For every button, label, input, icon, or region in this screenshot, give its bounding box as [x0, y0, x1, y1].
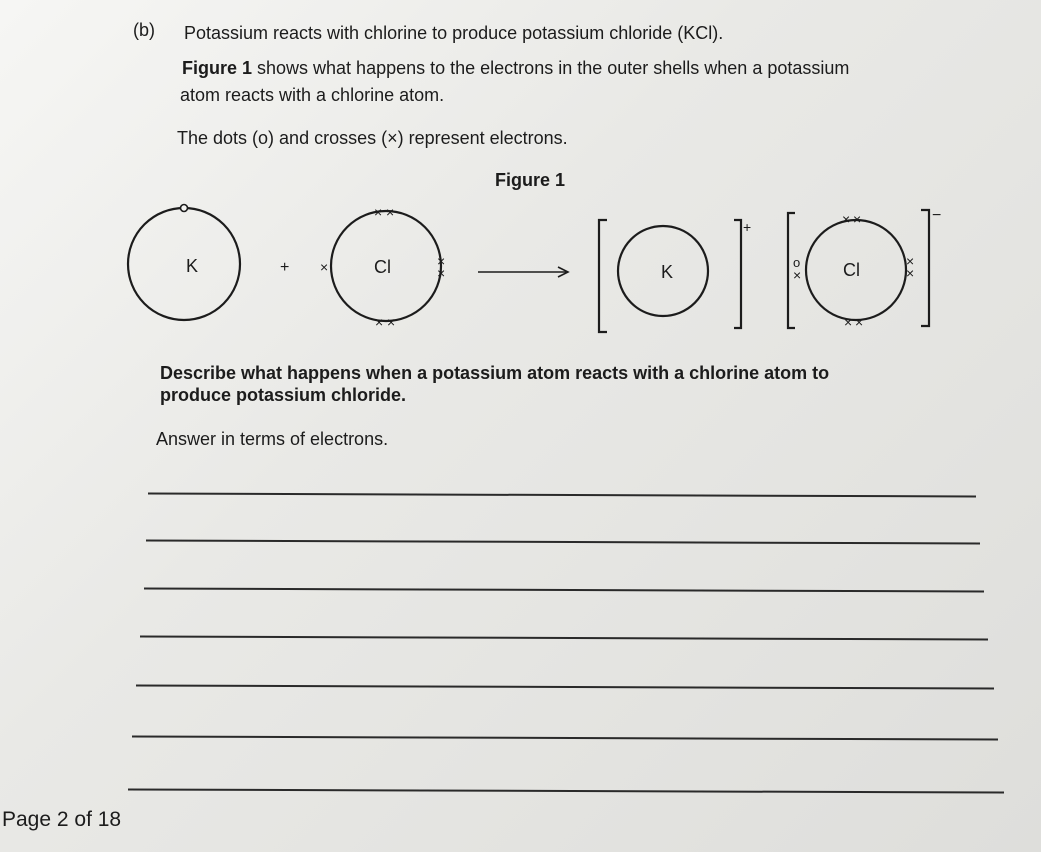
figure-description-line-2: atom reacts with a chlorine atom.: [180, 85, 445, 105]
cl-ion-bracket-right: [921, 210, 929, 326]
cl-electron-cross-right-1: ×: [437, 253, 446, 269]
cl-electron-cross-top-2: ×: [386, 204, 395, 220]
cl-electron-cross-right-2: ×: [437, 265, 446, 281]
figure-desc-rest: shows what happens to the electrons in the outer shells when a potassium: [252, 58, 850, 78]
answer-line[interactable]: [136, 685, 994, 690]
cl-ion-cross-bottom-2: ×: [855, 314, 864, 330]
cl-electron-cross-top-1: ×: [374, 204, 383, 220]
cl-atom-label: Cl: [374, 257, 391, 277]
cl-electron-cross-bottom-2: ×: [387, 314, 396, 330]
cl-ion-label: Cl: [843, 260, 860, 280]
answer-line[interactable]: [132, 735, 998, 740]
k-ion-label: K: [661, 262, 674, 282]
answer-line[interactable]: [144, 588, 984, 593]
question-prompt-line-1: Describe what happens when a potassium atom reacts with a chlorine atom to: [160, 363, 830, 383]
question-prompt-line-2: produce potassium chloride.: [160, 385, 407, 405]
cl-ion-cross-right-1: ×: [906, 253, 915, 269]
k-outer-electron-dot: [181, 205, 188, 212]
k-ion-bracket-right: [734, 220, 741, 328]
page-number: Page 2 of 18: [2, 808, 122, 831]
cl-ion-cross-bottom-1: ×: [844, 314, 853, 330]
answer-line[interactable]: [148, 493, 976, 498]
answer-instruction: Answer in terms of electrons.: [156, 429, 389, 449]
figure-ref: Figure 1: [182, 58, 253, 78]
cl-ion-charge: −: [932, 207, 942, 224]
k-atom-label: K: [186, 256, 199, 276]
figure-title: Figure 1: [495, 170, 566, 190]
electrons-note: The dots (o) and crosses (×) represent electrons.: [177, 128, 568, 148]
cl-ion-cross-top-1: ×: [842, 211, 851, 227]
answer-line[interactable]: [128, 788, 1004, 793]
cl-electron-cross-bottom-1: ×: [375, 314, 384, 330]
k-ion-charge: +: [743, 219, 752, 235]
plus-sign: +: [280, 259, 290, 276]
intro-text: Potassium reacts with chlorine to produce potassium chloride (KCl).: [184, 23, 724, 43]
figure-description-line-1: [182, 58, 849, 79]
answer-line[interactable]: [140, 636, 988, 641]
cl-ion-cross-top-2: ×: [853, 211, 862, 227]
cl-ion-dot-left: o: [793, 255, 801, 270]
answer-line[interactable]: [146, 540, 980, 545]
k-ion-bracket-left: [599, 220, 607, 332]
part-label: (b): [133, 20, 155, 40]
figure-1-diagram: [0, 190, 1041, 350]
cl-ion-cross-left: ×: [793, 267, 802, 283]
cl-electron-cross-left: ×: [320, 259, 329, 275]
k-atom-shell: [128, 208, 240, 320]
cl-ion-cross-right-2: ×: [906, 265, 915, 281]
